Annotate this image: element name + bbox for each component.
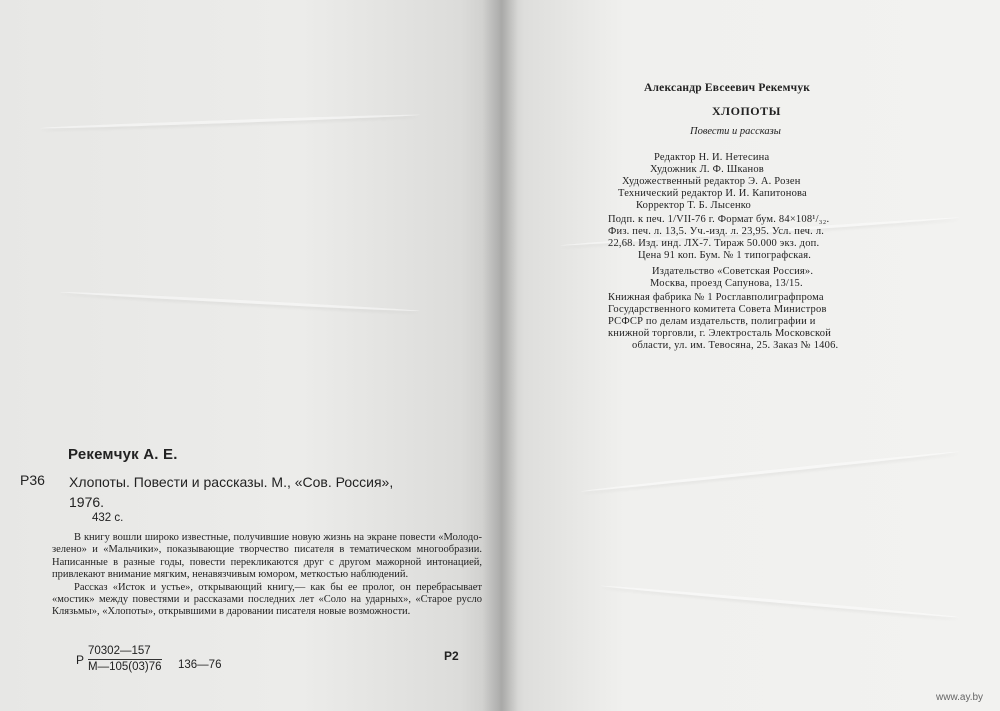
index-numerator: 70302—157 xyxy=(88,645,151,657)
card-pages: 432 с. xyxy=(92,512,124,524)
print-info-line: 22,68. Изд. инд. ЛХ-7. Тираж 50.000 экз. доп. xyxy=(608,238,820,249)
site-watermark: www.ay.by xyxy=(936,692,984,703)
printer-line: РСФСР по делам издательств, полиграфии и xyxy=(608,316,816,327)
printer-line: книжной торговли, г. Электросталь Московской xyxy=(608,328,832,339)
card-year: 1976. xyxy=(69,494,105,510)
printer-line: Государственного комитета Совета Министров xyxy=(608,304,827,315)
print-info-line: Подп. к печ. 1/VII-76 г. Формат бум. 84×108¹/₃₂. xyxy=(608,214,830,225)
card-right-code: Р2 xyxy=(444,649,459,663)
card-author: Рекемчук А. Е. xyxy=(68,446,178,463)
card-title xyxy=(69,472,489,512)
printer-line: области, ул. им. Тевосяна, 25. Заказ № 1406. xyxy=(632,340,839,351)
credit-line: Корректор Т. Б. Лысенко xyxy=(636,200,751,211)
credit-line: Художник Л. Ф. Шканов xyxy=(650,164,764,175)
imprint-title: ХЛОПОТЫ xyxy=(712,104,781,118)
credit-line: Художественный редактор Э. А. Розен xyxy=(622,176,801,187)
publisher-line: Москва, проезд Сапунова, 13/15. xyxy=(650,278,803,289)
card-title-line: Хлопоты. Повести и рассказы. М., «Сов. Россия», xyxy=(69,474,394,490)
catalog-code: Р36 xyxy=(20,472,45,488)
card-annotation xyxy=(52,532,482,619)
credit-line: Редактор Н. И. Нетесина xyxy=(654,152,770,163)
annotation-paragraph: Рассказ «Исток и устье», открывающий книгу,— как бы ее пролог, он перебрасывает «мостик» между повестями и рассказами последних лет «Соло на ударных», «Старое русло Клязьмы», «Хлопоты», открывшими в даровании писателя новые возможности. xyxy=(52,581,482,618)
printer-line: Книжная фабрика № 1 Росглавполиграфпрома xyxy=(608,292,824,303)
index-letter: Р xyxy=(76,653,85,667)
book-gutter xyxy=(482,0,518,711)
print-info-line: Цена 91 коп. Бум. № 1 типографская. xyxy=(638,250,812,261)
imprint-genre: Повести и рассказы xyxy=(690,126,781,137)
publisher-line: Издательство «Советская Россия». xyxy=(652,266,814,277)
imprint-author: Александр Евсеевич Рекемчук xyxy=(644,82,811,94)
credit-line: Технический редактор И. И. Капитонова xyxy=(618,188,807,199)
print-info-line: Физ. печ. л. 13,5. Уч.-изд. л. 23,95. Усл. печ. л. xyxy=(608,226,825,237)
index-suffix: 136—76 xyxy=(178,659,222,671)
annotation-paragraph: В книгу вошли широко известные, получившие новую жизнь на экране повести «Молодо-зелено» и «Мальчики», показывающие творчество писателя в тематическом многообразии. Написанные в разные годы, повести перекликаются друг с другом мажорной интонацией, привлекают внимание мягким, ненавязчивым юмором, меткостью наблюдений. xyxy=(52,532,482,581)
index-denominator: М—105(03)76 xyxy=(88,661,162,673)
